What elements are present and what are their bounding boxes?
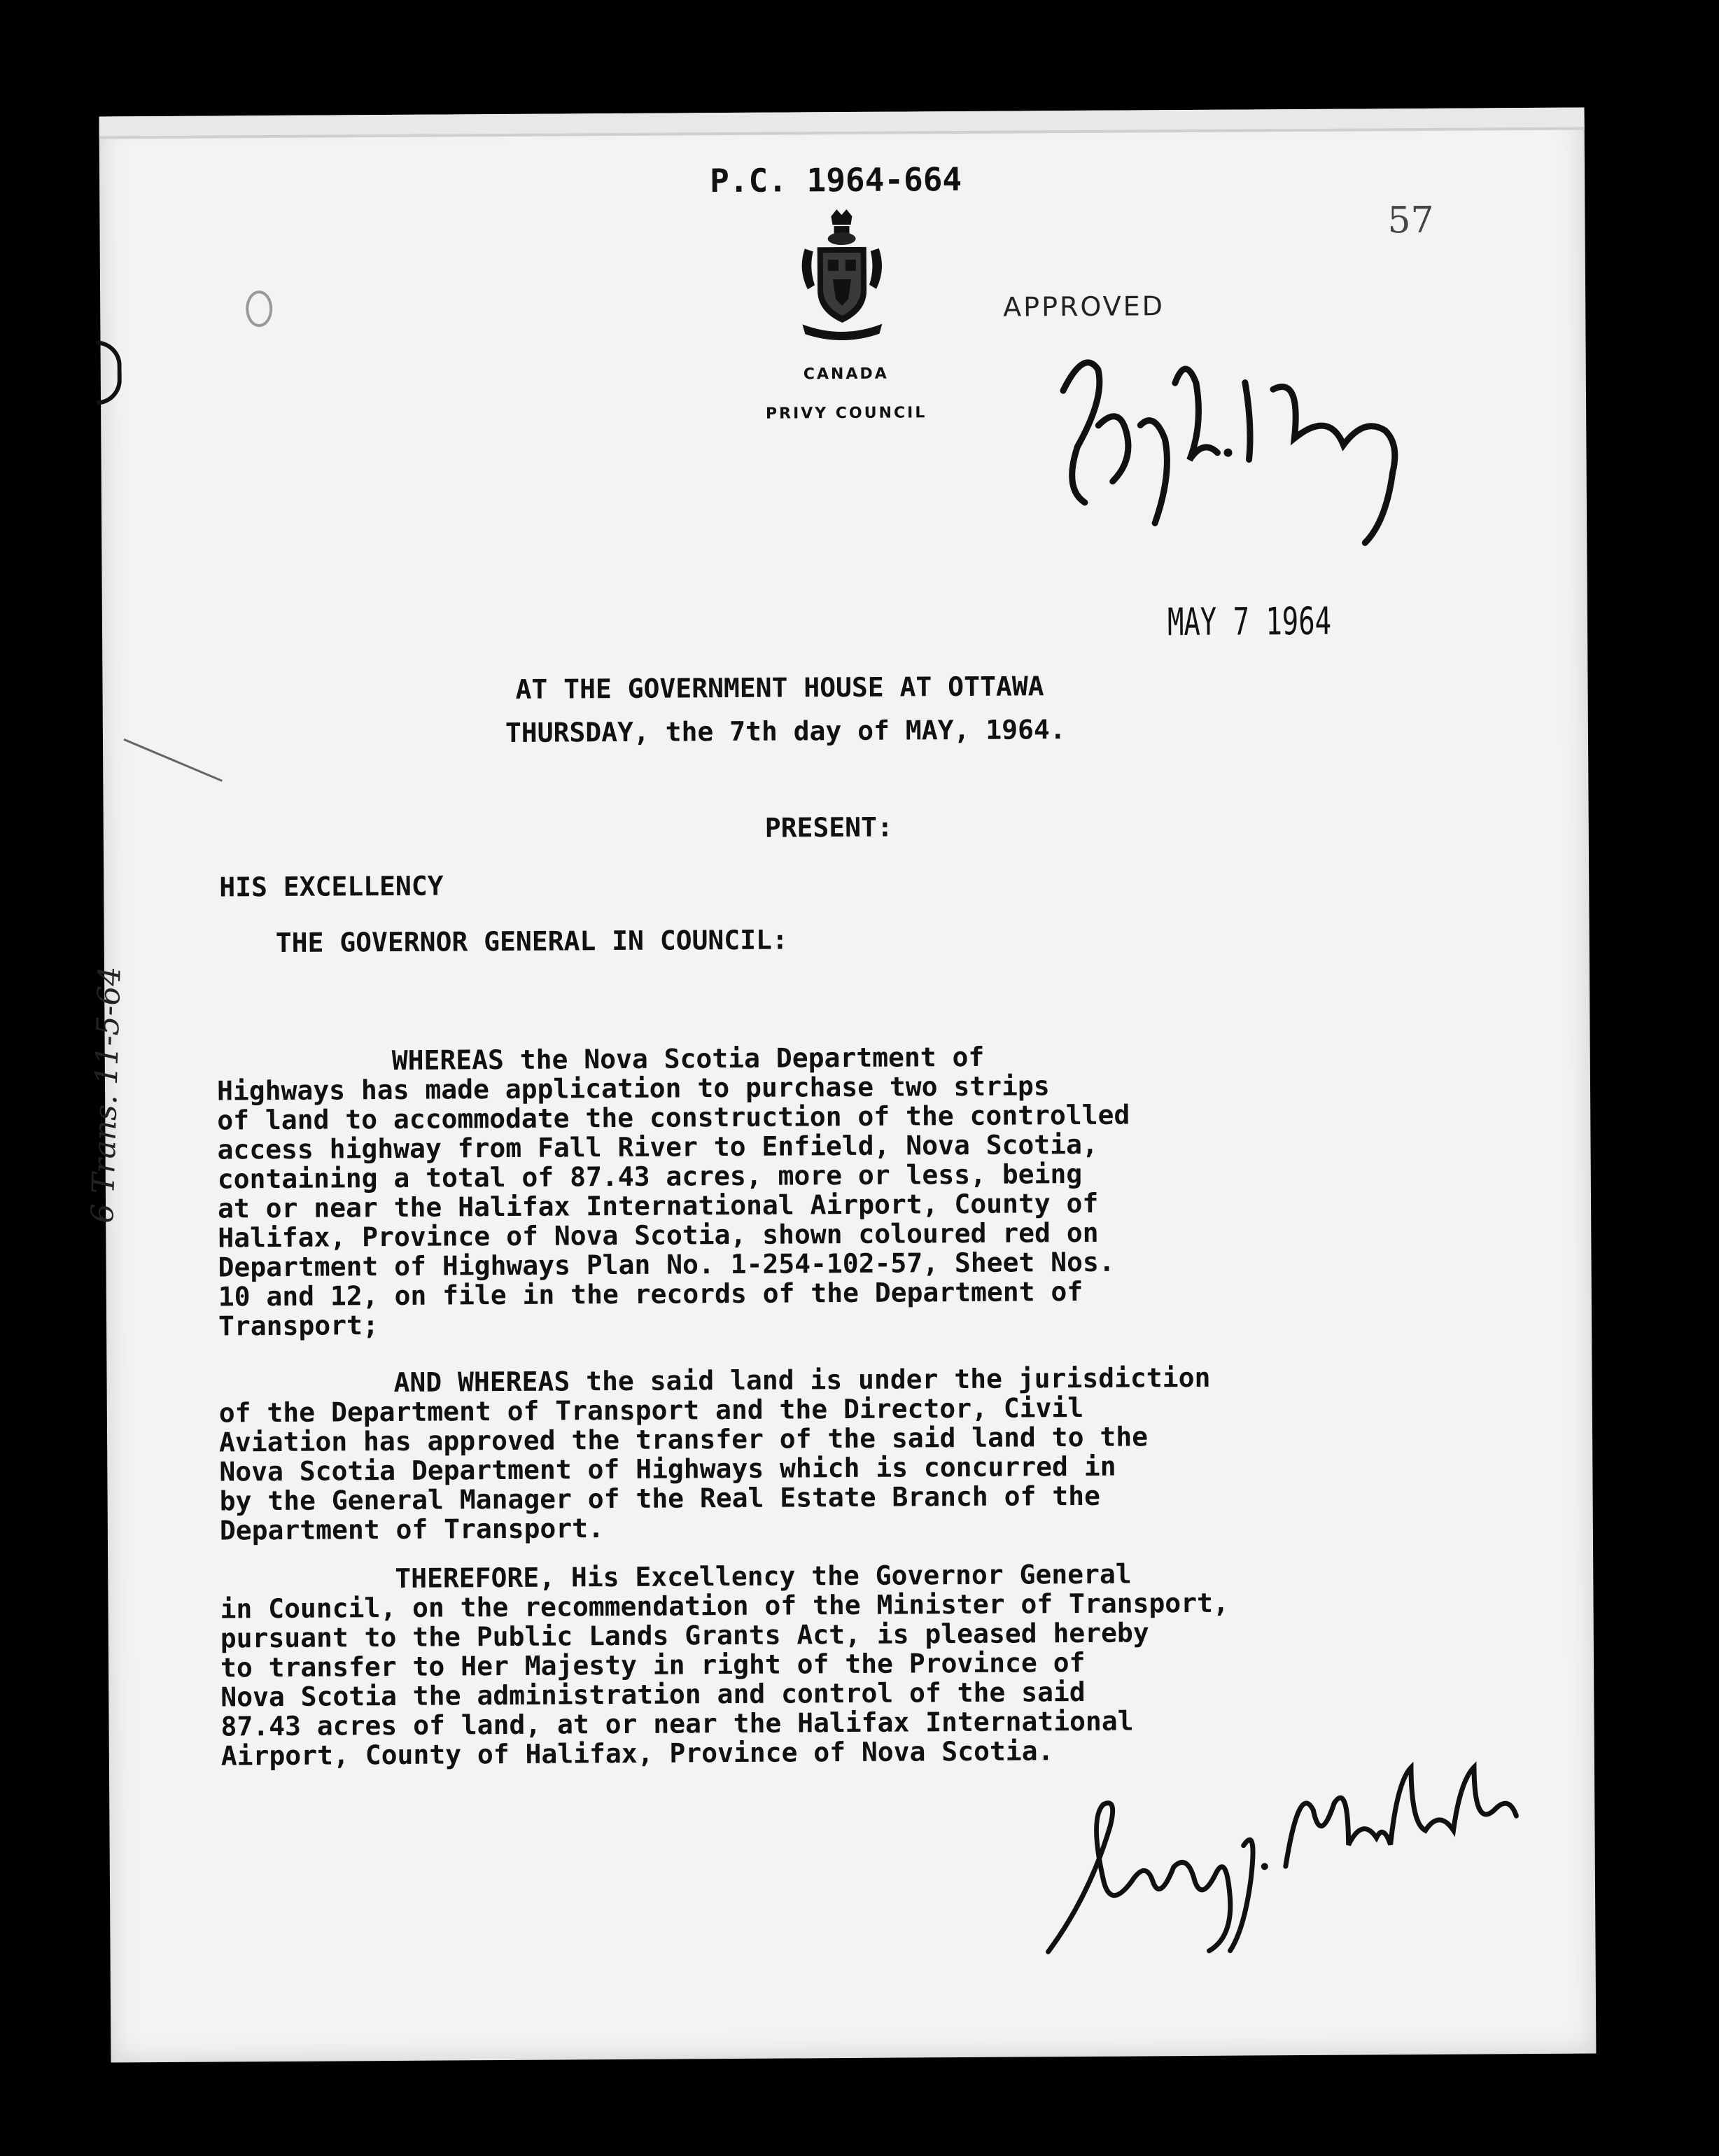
paragraph-line: Halifax, Province of Nova Scotia, shown coloured red on [218, 1217, 1099, 1254]
paragraph-line: Department of Transport. [219, 1513, 605, 1546]
paragraph-lead: WHEREAS [391, 1044, 505, 1076]
canada-label: CANADA [803, 365, 889, 384]
approval-signature [1035, 340, 1429, 594]
paragraph-line: Nova Scotia the administration and control of the said [220, 1676, 1086, 1713]
punch-hole-mark [246, 290, 272, 327]
therefore-paragraph [220, 1559, 1230, 1771]
page-number: 57 [1387, 199, 1434, 242]
privy-council-label: PRIVY COUNCIL [765, 404, 927, 423]
document-page [85, 108, 1597, 2063]
paragraph-line: Aviation has approved the transfer of the said land to the [218, 1421, 1149, 1458]
paragraph-line: the said land is under the jurisdiction [586, 1362, 1211, 1397]
minister-signature [1033, 1739, 1524, 1973]
approved-label: APPROVED [1003, 290, 1165, 323]
paragraph-line: to transfer to Her Majesty in right of the Province of [220, 1646, 1086, 1684]
paragraph-line: Transport; [218, 1310, 379, 1342]
paragraph-line: containing a total of 87.43 acres, more or less, being [217, 1158, 1083, 1195]
page-top-edge [99, 108, 1585, 139]
paragraph-line: 10 and 12, on file in the records of the Department of [218, 1275, 1083, 1312]
paragraph-line: Department of Highways Plan No. 1-254-102-57, Sheet Nos. [218, 1246, 1115, 1283]
present-label: PRESENT: [764, 811, 893, 844]
paragraph-line: access highway from Fall River to Enfield, Nova Scotia, [217, 1128, 1098, 1166]
paragraph-lead: AND WHEREAS [393, 1366, 570, 1398]
paragraph-line: Airport, County of Halifax, Province of Nova Scotia. [220, 1735, 1054, 1772]
paragraph-line: of the Department of Transport and the Director, Civil [218, 1392, 1084, 1429]
paragraph-line: at or near the Halifax International Airport, County of [217, 1187, 1099, 1224]
meeting-date: THURSDAY, the 7th day of MAY, 1964. [505, 714, 1066, 748]
whereas-paragraph [217, 1042, 1132, 1341]
paragraph-line: 87.43 acres of land, at or near the Halifax International [220, 1705, 1134, 1742]
paragraph-line: pursuant to the Public Lands Grants Act, is pleased hereby [220, 1617, 1149, 1654]
paragraph-line: by the General Manager of the Real Estate Branch of the [219, 1480, 1101, 1517]
paragraph-line: the Nova Scotia Department of [519, 1041, 985, 1075]
paragraph-line: of land to accommodate the construction of the controlled [217, 1099, 1130, 1136]
paragraph-lead: THEREFORE, [395, 1562, 556, 1594]
edge-bracket-mark [96, 340, 122, 405]
paragraph-line: in Council, on the recommendation of the Minister of Transport, [220, 1587, 1229, 1625]
and-whereas-paragraph [218, 1363, 1211, 1546]
governor-in-council-label: THE GOVERNOR GENERAL IN COUNCIL: [275, 924, 788, 958]
handwritten-margin-note: 6 Trans. 11-5-64 [85, 965, 128, 1224]
date-stamp: MAY 7 1964 [1167, 598, 1332, 645]
paragraph-line: Nova Scotia Department of Highways which is concurred in [219, 1450, 1116, 1488]
pc-number: P.C. 1964-664 [709, 160, 962, 200]
meeting-place: AT THE GOVERNMENT HOUSE AT OTTAWA [515, 671, 1044, 705]
stray-pen-mark [117, 732, 229, 788]
coat-of-arms-icon [789, 206, 894, 347]
his-excellency-label: HIS EXCELLENCY [219, 870, 444, 903]
paragraph-line: His Excellency the Governor General [570, 1558, 1132, 1593]
paragraph-line: Highways has made application to purchase two strips [216, 1070, 1050, 1107]
